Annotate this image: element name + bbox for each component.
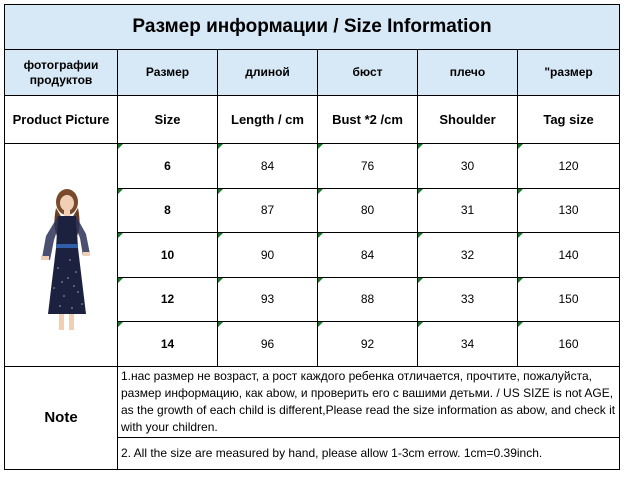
header-en-length: Length / cm xyxy=(218,96,318,144)
cell-shoulder: 34 xyxy=(418,322,518,367)
cell-tag: 160 xyxy=(518,322,620,367)
header-ru-bust: бюст xyxy=(318,50,418,96)
cell-tag: 120 xyxy=(518,144,620,189)
cell-bust: 80 xyxy=(318,188,418,233)
note-text-2: 2. All the size are measured by hand, please allow 1-3cm errow. 1cm=0.39inch. xyxy=(118,437,620,469)
header-ru-picture: фотографии продуктов xyxy=(5,50,118,96)
header-ru-length: длиной xyxy=(218,50,318,96)
cell-bust: 84 xyxy=(318,233,418,278)
product-photo xyxy=(38,188,94,332)
note-label: Note xyxy=(5,366,118,469)
cell-bust: 76 xyxy=(318,144,418,189)
cell-shoulder: 30 xyxy=(418,144,518,189)
header-en-tag: Tag size xyxy=(518,96,620,144)
table-title: Размер информации / Size Information xyxy=(5,5,620,50)
cell-tag: 130 xyxy=(518,188,620,233)
cell-length: 84 xyxy=(218,144,318,189)
header-en-picture: Product Picture xyxy=(5,96,118,144)
header-ru-tag: "размер xyxy=(518,50,620,96)
cell-size: 12 xyxy=(118,277,218,322)
table-row xyxy=(5,144,620,189)
cell-length: 96 xyxy=(218,322,318,367)
cell-bust: 92 xyxy=(318,322,418,367)
cell-shoulder: 32 xyxy=(418,233,518,278)
cell-size: 10 xyxy=(118,233,218,278)
header-en-shoulder: Shoulder xyxy=(418,96,518,144)
cell-size: 8 xyxy=(118,188,218,233)
cell-shoulder: 31 xyxy=(418,188,518,233)
cell-length: 87 xyxy=(218,188,318,233)
header-ru-shoulder: плечо xyxy=(418,50,518,96)
cell-tag: 140 xyxy=(518,233,620,278)
cell-bust: 88 xyxy=(318,277,418,322)
cell-shoulder: 33 xyxy=(418,277,518,322)
size-table xyxy=(4,4,620,470)
cell-length: 90 xyxy=(218,233,318,278)
cell-length: 93 xyxy=(218,277,318,322)
note-text-1: 1.нас размер не возраст, а рост каждого ребенка отличается, прочтите, пожалуйста, размер информацию, как abow, и проверить его с вашими детьми. / US SIZE is not AGE, as the growth of each child is different,Please read the size information as abow, and check it with your children. xyxy=(118,366,620,437)
header-en-size: Size xyxy=(118,96,218,144)
cell-tag: 150 xyxy=(518,277,620,322)
product-picture-cell xyxy=(5,144,118,367)
cell-size: 14 xyxy=(118,322,218,367)
header-en-bust: Bust *2 /cm xyxy=(318,96,418,144)
cell-size: 6 xyxy=(118,144,218,189)
header-ru-size: Размер xyxy=(118,50,218,96)
